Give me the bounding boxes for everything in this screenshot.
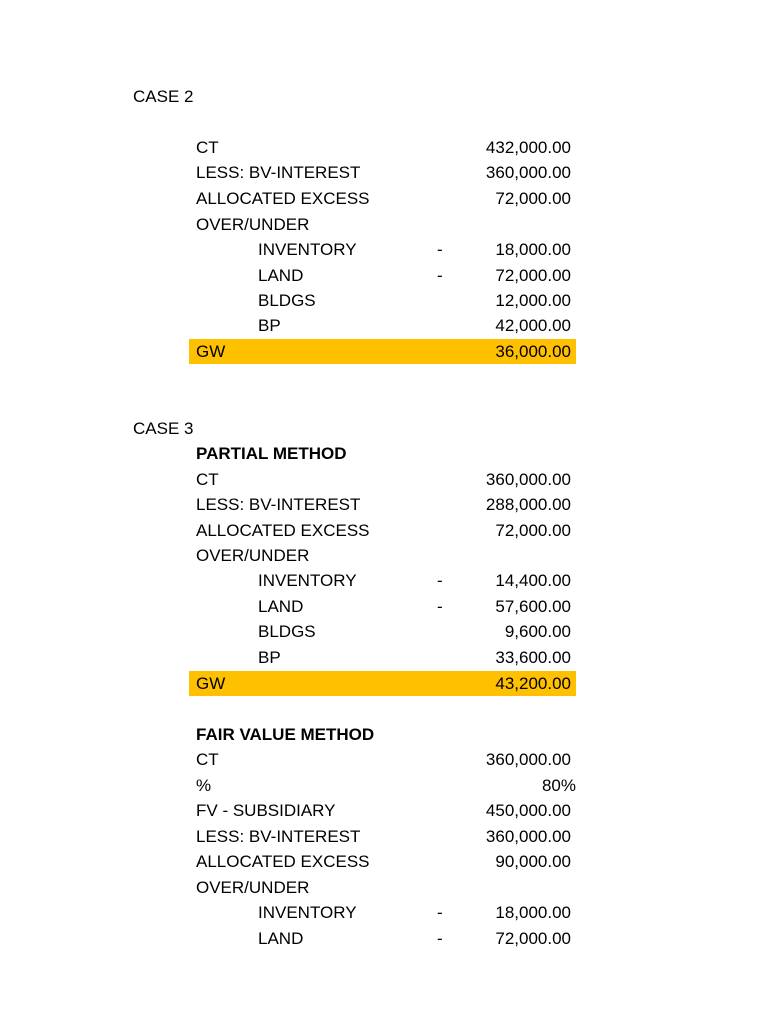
row-amount: 72,000.00 bbox=[495, 266, 571, 285]
row-label: LAND bbox=[258, 597, 304, 616]
row-label: BP bbox=[258, 648, 281, 667]
row-label: BLDGS bbox=[258, 291, 316, 310]
row-amount: 14,400.00 bbox=[495, 571, 571, 590]
row-label: INVENTORY bbox=[258, 571, 357, 590]
row-amount: 360,000.00 bbox=[485, 827, 571, 846]
row-amount: 90,000.00 bbox=[495, 852, 571, 871]
row-label: OVER/UNDER bbox=[196, 878, 310, 897]
fv-row-inventory bbox=[189, 900, 576, 925]
row-amount: 360,000.00 bbox=[485, 750, 571, 769]
partial-row-allocated-excess bbox=[189, 518, 576, 543]
row-amount: 33,600.00 bbox=[495, 648, 571, 667]
row-amount: 42,000.00 bbox=[495, 316, 571, 335]
row-amount: 72,000.00 bbox=[495, 929, 571, 948]
case-2-title: CASE 2 bbox=[133, 87, 194, 106]
row-label: GW bbox=[196, 674, 226, 693]
fair-value-method-heading: FAIR VALUE METHOD bbox=[196, 725, 375, 744]
fv-row-land bbox=[189, 926, 576, 951]
row-amount: 18,000.00 bbox=[495, 903, 571, 922]
row-label: LESS: BV-INTEREST bbox=[196, 163, 361, 182]
partial-row-land bbox=[189, 594, 576, 619]
row-label: BP bbox=[258, 316, 281, 335]
row-label: ALLOCATED EXCESS bbox=[196, 189, 370, 208]
row-label: LAND bbox=[258, 266, 304, 285]
row-amount: 72,000.00 bbox=[495, 189, 571, 208]
row-label: BLDGS bbox=[258, 622, 316, 641]
case2-row-ct bbox=[189, 135, 576, 160]
row-amount: 432,000.00 bbox=[485, 138, 571, 157]
case-3-title: CASE 3 bbox=[133, 419, 194, 438]
row-label: CT bbox=[196, 750, 219, 769]
fv-row-percent bbox=[189, 773, 576, 798]
minus-sign: - bbox=[437, 903, 443, 922]
row-amount: 9,600.00 bbox=[504, 622, 571, 641]
partial-row-over-under bbox=[189, 543, 576, 568]
row-amount: 450,000.00 bbox=[485, 801, 571, 820]
row-label: INVENTORY bbox=[258, 903, 357, 922]
case2-row-land bbox=[189, 263, 576, 288]
row-label: FV - SUBSIDIARY bbox=[196, 801, 336, 820]
case2-row-gw-highlighted bbox=[189, 339, 576, 364]
row-label: ALLOCATED EXCESS bbox=[196, 852, 370, 871]
minus-sign: - bbox=[437, 240, 443, 259]
row-amount: 360,000.00 bbox=[485, 163, 571, 182]
partial-method-heading-row bbox=[189, 441, 576, 466]
row-label: OVER/UNDER bbox=[196, 546, 310, 565]
row-label: INVENTORY bbox=[258, 240, 357, 259]
row-label: GW bbox=[196, 342, 226, 361]
case2-row-inventory bbox=[189, 237, 576, 262]
case2-row-bp bbox=[189, 313, 576, 338]
fv-row-over-under bbox=[189, 875, 576, 900]
minus-sign: - bbox=[437, 571, 443, 590]
minus-sign: - bbox=[437, 597, 443, 616]
partial-row-less-bv-interest bbox=[189, 492, 576, 517]
row-amount: 12,000.00 bbox=[495, 291, 571, 310]
row-amount: 18,000.00 bbox=[495, 240, 571, 259]
partial-row-bldgs bbox=[189, 619, 576, 644]
row-amount: 43,200.00 bbox=[495, 674, 571, 693]
row-label: LESS: BV-INTEREST bbox=[196, 827, 361, 846]
row-amount: 80% bbox=[541, 776, 576, 795]
partial-row-ct bbox=[189, 467, 576, 492]
case2-row-over-under bbox=[189, 212, 576, 237]
row-amount: 288,000.00 bbox=[485, 495, 571, 514]
minus-sign: - bbox=[437, 929, 443, 948]
row-amount: 57,600.00 bbox=[495, 597, 571, 616]
case2-row-allocated-excess bbox=[189, 186, 576, 211]
row-amount: 36,000.00 bbox=[495, 342, 571, 361]
row-amount: 360,000.00 bbox=[485, 470, 571, 489]
fv-row-less-bv-interest bbox=[189, 824, 576, 849]
partial-row-gw-highlighted bbox=[189, 671, 576, 696]
minus-sign: - bbox=[437, 266, 443, 285]
row-label: LESS: BV-INTEREST bbox=[196, 495, 361, 514]
partial-method-heading: PARTIAL METHOD bbox=[196, 444, 347, 463]
row-label: % bbox=[196, 776, 212, 795]
fv-row-ct bbox=[189, 747, 576, 772]
row-label: OVER/UNDER bbox=[196, 215, 310, 234]
row-label: LAND bbox=[258, 929, 304, 948]
partial-row-inventory bbox=[189, 568, 576, 593]
case2-row-bldgs bbox=[189, 288, 576, 313]
fair-value-method-heading-row bbox=[189, 722, 576, 747]
partial-row-bp bbox=[189, 645, 576, 670]
fv-row-allocated-excess bbox=[189, 849, 576, 874]
row-label: CT bbox=[196, 470, 219, 489]
row-label: CT bbox=[196, 138, 219, 157]
fv-row-fv-subsidiary bbox=[189, 798, 576, 823]
row-label: ALLOCATED EXCESS bbox=[196, 521, 370, 540]
case2-row-less-bv-interest bbox=[189, 160, 576, 185]
row-amount: 72,000.00 bbox=[495, 521, 571, 540]
